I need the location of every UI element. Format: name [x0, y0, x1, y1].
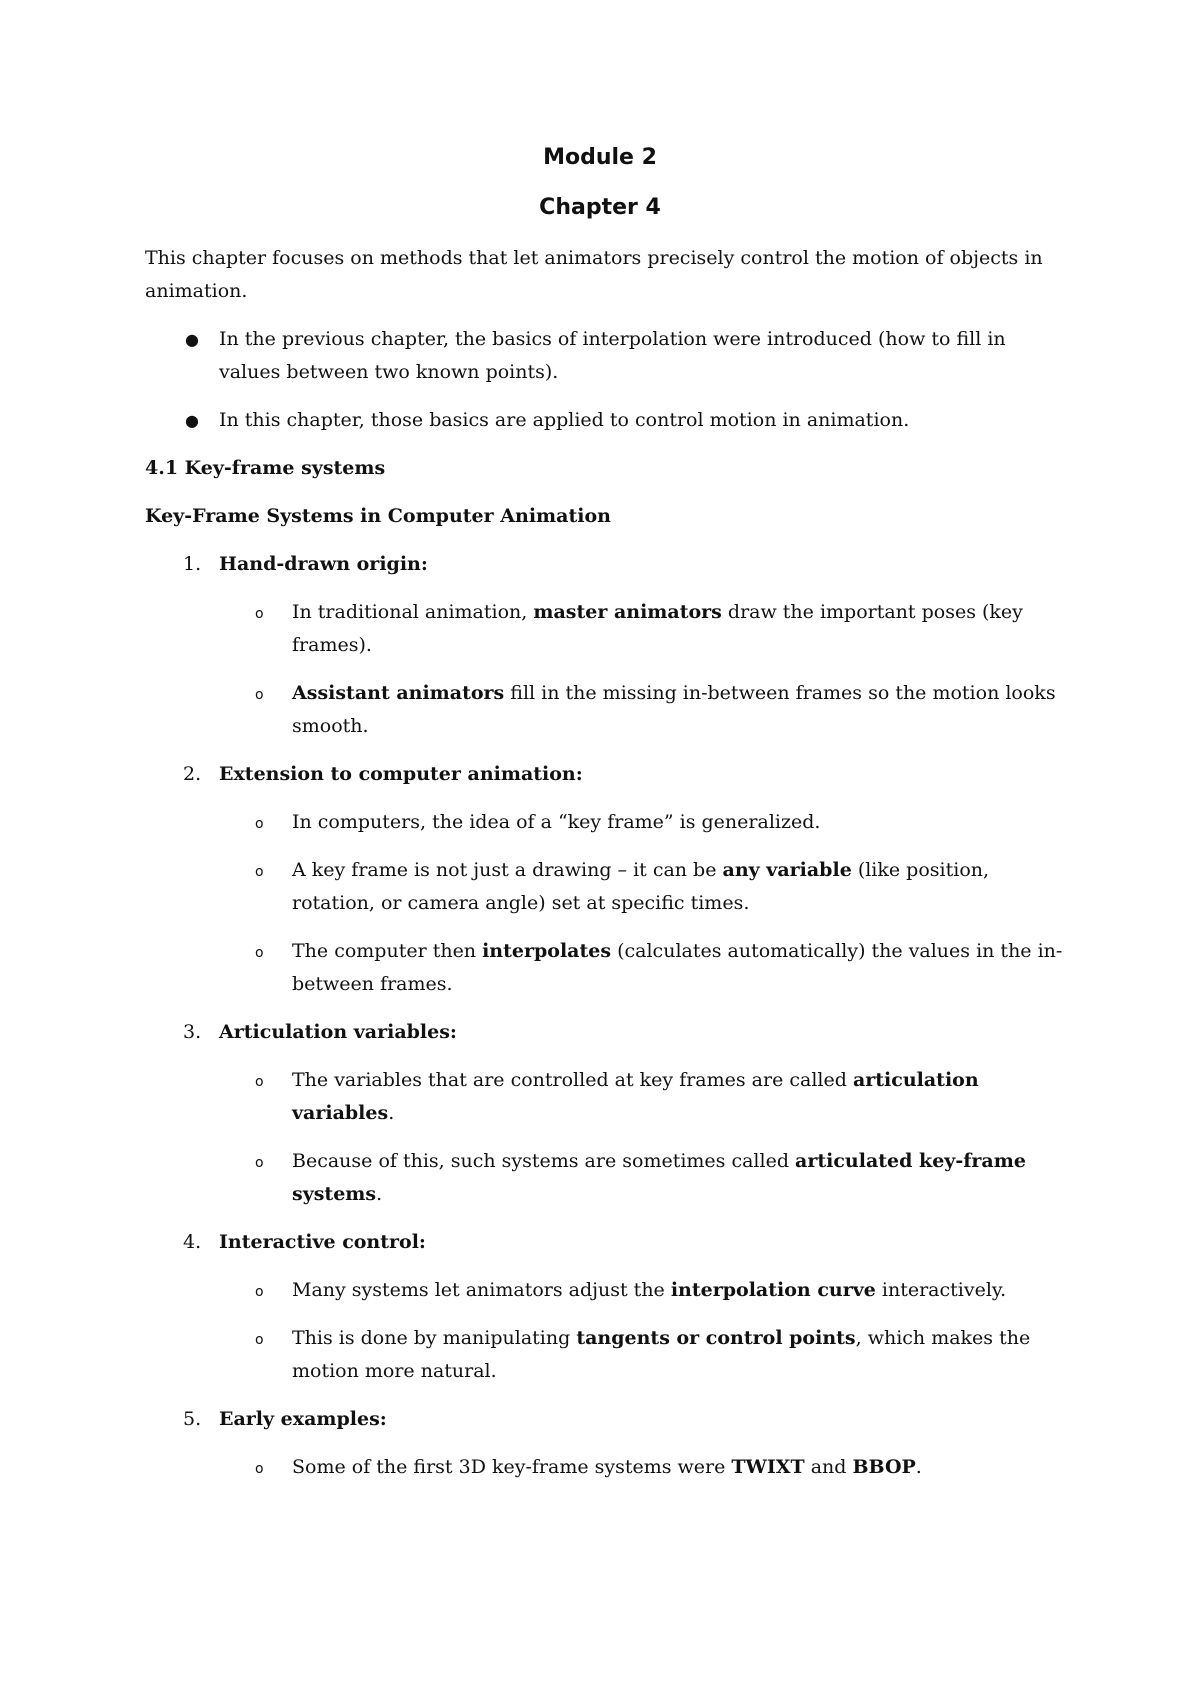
sub-list	[145, 806, 1065, 1001]
bullet-item	[145, 323, 1065, 389]
item-title: Interactive control:	[219, 1231, 426, 1253]
section-heading: 4.1 Key-frame systems	[145, 457, 386, 479]
circle-bullet-icon: o	[255, 606, 264, 622]
intro-bullet-list	[145, 323, 1065, 437]
circle-bullet-icon: o	[255, 864, 264, 880]
sub-item: o The computer then interpolates (calculates automatically) the values in the in-between frames.	[145, 935, 1065, 1001]
circle-bullet-icon: o	[255, 1284, 264, 1300]
numbered-item	[145, 1403, 1065, 1484]
item-number: 2.	[183, 763, 202, 785]
bullet-text: In this chapter, those basics are applied to control motion in animation.	[219, 409, 910, 431]
numbered-item	[145, 758, 1065, 1001]
circle-bullet-icon: o	[255, 687, 264, 703]
item-number: 1.	[183, 553, 202, 575]
bullet-icon: ●	[185, 330, 199, 349]
bullet-text: In the previous chapter, the basics of interpolation were introduced (how to fill in values between two known points).	[219, 328, 1006, 383]
circle-bullet-icon: o	[255, 1074, 264, 1090]
circle-bullet-icon: o	[255, 1155, 264, 1171]
bullet-icon: ●	[185, 411, 199, 430]
item-title: Extension to computer animation:	[219, 763, 583, 785]
item-title: Early examples:	[219, 1408, 387, 1430]
section-subheading: Key-Frame Systems in Computer Animation	[145, 505, 611, 527]
sub-item: o Because of this, such systems are sometimes called articulated key-frame systems.	[145, 1145, 1065, 1211]
sub-item: o The variables that are controlled at key frames are called articulation variables.	[145, 1064, 1065, 1130]
sub-item: o In computers, the idea of a “key frame” is generalized.	[145, 806, 1065, 839]
circle-bullet-icon: o	[255, 816, 264, 832]
bullet-item	[145, 404, 1065, 437]
sub-list	[145, 1274, 1065, 1388]
item-number: 4.	[183, 1231, 202, 1253]
sub-item: o This is done by manipulating tangents or control points, which makes the motion more natural.	[145, 1322, 1065, 1388]
intro-paragraph: This chapter focuses on methods that let animators precisely control the motion of objects in animation.	[145, 247, 1043, 302]
numbered-item	[145, 548, 1065, 743]
chapter-title: Chapter 4	[539, 195, 661, 220]
module-title: Module 2	[543, 145, 657, 170]
document-body	[145, 242, 1065, 1499]
numbered-item	[145, 1226, 1065, 1388]
sub-item: o Many systems let animators adjust the interpolation curve interactively.	[145, 1274, 1065, 1307]
circle-bullet-icon: o	[255, 945, 264, 961]
sub-list	[145, 1064, 1065, 1211]
sub-list	[145, 596, 1065, 743]
item-title: Hand-drawn origin:	[219, 553, 428, 575]
numbered-list	[145, 548, 1065, 1484]
sub-item: o A key frame is not just a drawing – it can be any variable (like position, rotation, or camera angle) set at specific times.	[145, 854, 1065, 920]
numbered-item	[145, 1016, 1065, 1211]
item-title: Articulation variables:	[219, 1021, 457, 1043]
item-number: 5.	[183, 1408, 202, 1430]
sub-list	[145, 1451, 1065, 1484]
sub-item: o Some of the first 3D key-frame systems were TWIXT and BBOP.	[145, 1451, 1065, 1484]
circle-bullet-icon: o	[255, 1461, 264, 1477]
sub-item: o In traditional animation, master animators draw the important poses (key frames).	[145, 596, 1065, 662]
circle-bullet-icon: o	[255, 1332, 264, 1348]
item-number: 3.	[183, 1021, 202, 1043]
sub-item: o Assistant animators fill in the missing in-between frames so the motion looks smooth.	[145, 677, 1065, 743]
